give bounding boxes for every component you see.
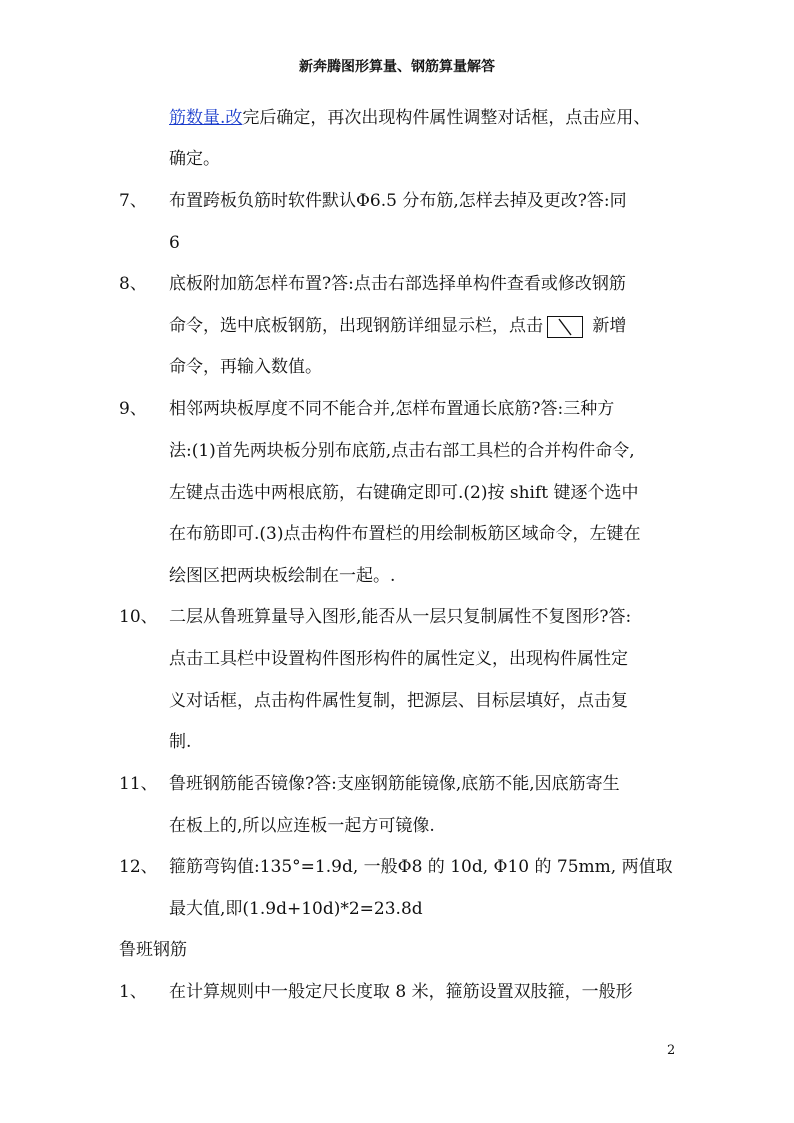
section-title: 鲁班钢筋 [119, 940, 187, 960]
page-number: 2 [667, 1043, 676, 1058]
item-8-line-1: 底板附加筋怎样布置?答:点击右部选择单构件查看或修改钢筋 [169, 274, 626, 294]
item-number: 11、 [119, 774, 158, 794]
item-8-line-3: 命令，再输入数值。 [169, 357, 322, 377]
item-9-line-4: 在布筋即可.(3)点击构件布置栏的用绘制板筋区域命令，左键在 [169, 524, 641, 544]
item-12-line-2: 最大值,即(1.9d+10d)*2=23.8d [169, 899, 423, 919]
intro-line-1-text: 完后确定，再次出现构件属性调整对话框，点击应用、 [242, 108, 651, 128]
item-number: 7、 [119, 191, 147, 211]
item-9-line-1: 相邻两块板厚度不同不能合并,怎样布置通长底筋?答:三种方 [169, 399, 615, 419]
item-number: 9、 [119, 399, 147, 419]
item-10-line-2: 点击工具栏中设置构件图形构件的属性定义，出现构件属性定 [169, 649, 628, 669]
item-12-line-1: 箍筋弯钩值:135°=1.9d, 一般Φ8 的 10d, Φ10 的 75mm, 两值取 [169, 857, 673, 877]
item-number: 10、 [119, 607, 158, 627]
item-8-new-label: 新增 [592, 316, 627, 336]
item-number: 1、 [119, 982, 147, 1002]
item-9-line-3: 左键点击选中两根底筋，右键确定即可.(2)按 shift 键逐个选中 [169, 483, 639, 503]
page-header: 新奔腾图形算量、钢筋算量解答 [299, 59, 495, 75]
intro-link[interactable]: 筋数量.改 [169, 108, 243, 128]
item-7-line-1: 布置跨板负筋时软件默认Φ6.5 分布筋,怎样去掉及更改?答:同 [169, 191, 627, 211]
item-10-line-4: 制. [169, 732, 192, 752]
item-11-line-1: 鲁班钢筋能否镜像?答:支座钢筋能镜像,底筋不能,因底筋寄生 [169, 774, 620, 794]
item-number: 12、 [119, 857, 158, 877]
item-10-line-1: 二层从鲁班算量导入图形,能否从一层只复制属性不复图形?答: [169, 607, 632, 627]
item-number: 8、 [119, 274, 147, 294]
new-rebar-icon[interactable] [547, 316, 583, 338]
item-11-line-2: 在板上的,所以应连板一起方可镜像. [169, 816, 435, 836]
item-10-line-3: 义对话框，点击构件属性复制，把源层、目标层填好，点击复 [169, 691, 628, 711]
section-item-1-line: 在计算规则中一般定尺长度取 8 米，箍筋设置双肢箍，一般形 [169, 982, 633, 1002]
intro-line-2: 确定。 [169, 149, 220, 169]
item-8-line-2-text: 命令，选中底板钢筋，出现钢筋详细显示栏，点击 [169, 316, 543, 336]
item-9-line-2: 法:(1)首先两块板分别布底筋,点击右部工具栏的合并构件命令, [169, 441, 635, 461]
item-9-line-5: 绘图区把两块板绘制在一起。. [169, 566, 396, 586]
item-7-line-2: 6 [169, 233, 180, 253]
item-8-line-2 [169, 315, 626, 338]
intro-line-1 [169, 107, 650, 129]
